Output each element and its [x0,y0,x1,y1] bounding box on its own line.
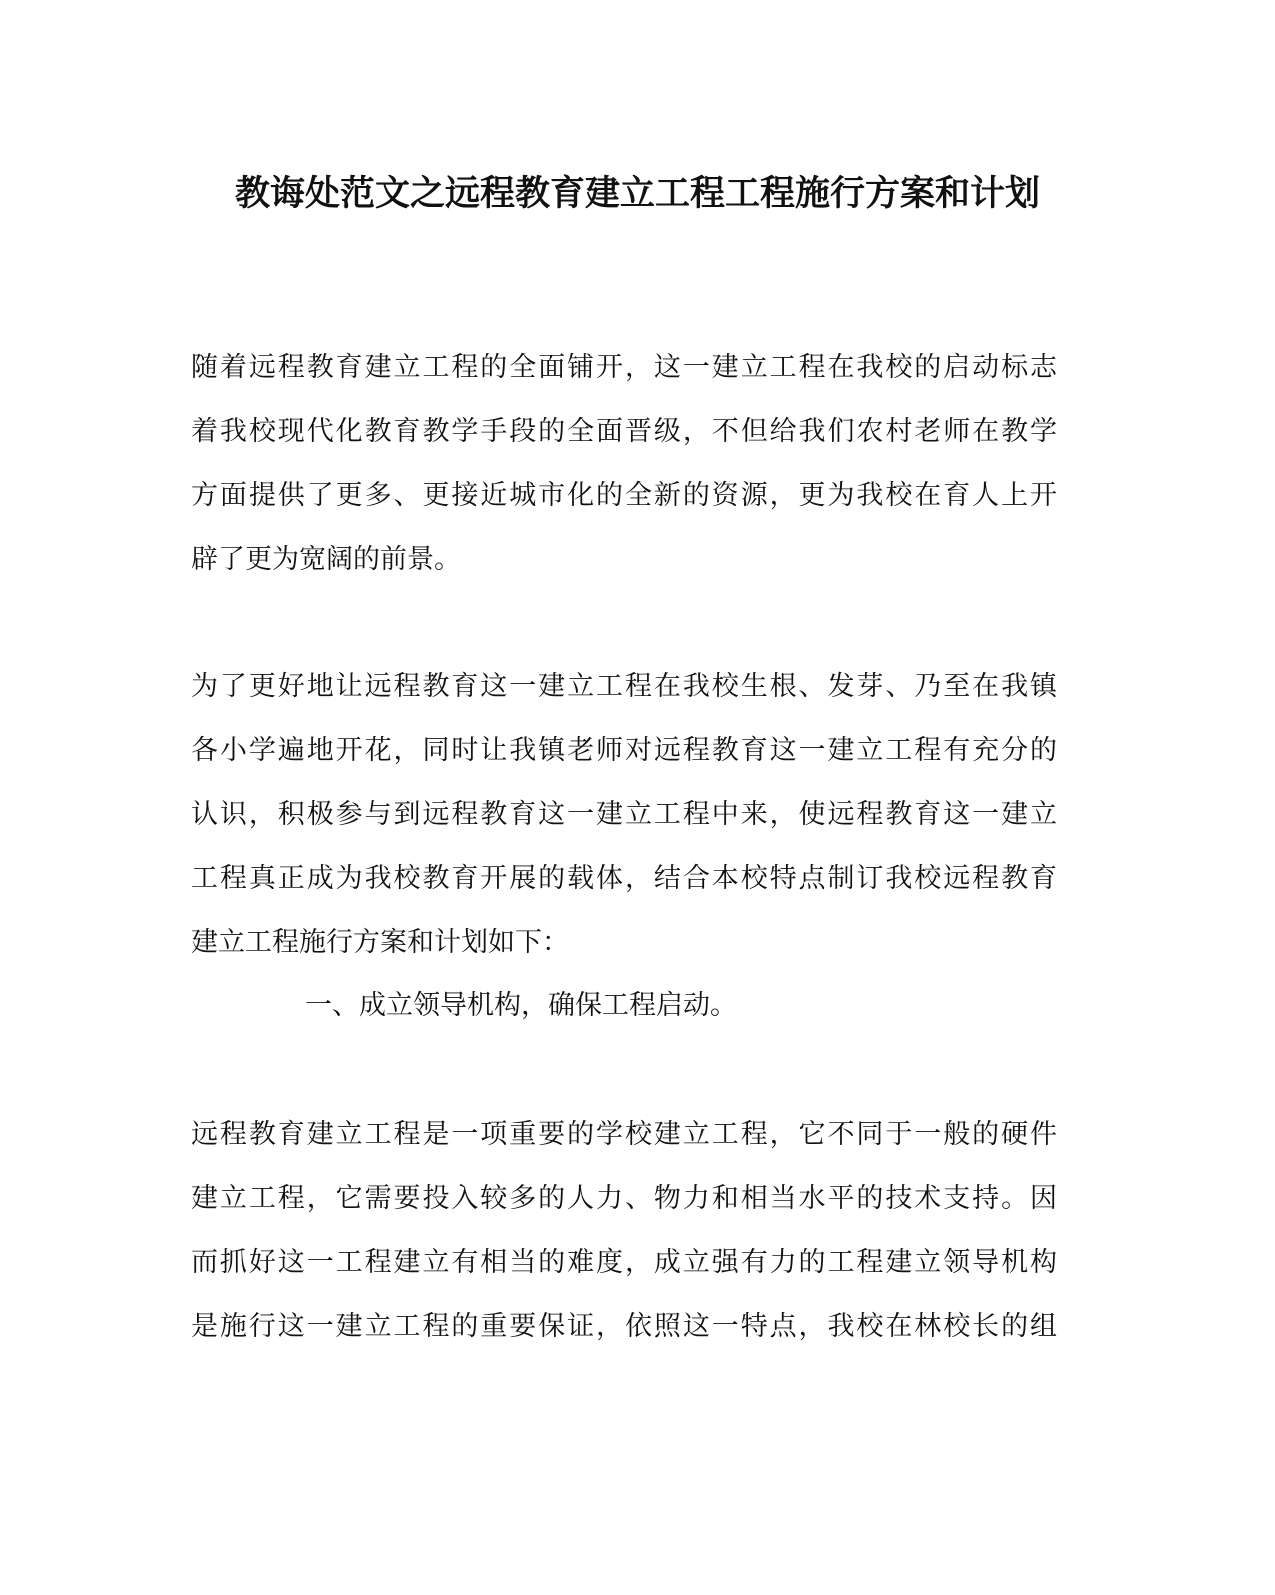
paragraph-section-1 [191,1103,1057,1359]
paragraph-line: 工程真正成为我校教育开展的载体，结合本校特点制订我校远程教育 [191,863,1057,894]
paragraph-intro [191,336,1057,592]
paragraph-line: 而抓好这一工程建立有相当的难度，成立强有力的工程建立领导机构 [191,1247,1057,1278]
paragraph-line: 远程教育建立工程是一项重要的学校建立工程，它不同于一般的硬件 [191,1119,1057,1150]
paragraph-line: 随着远程教育建立工程的全面铺开，这一建立工程在我校的启动标志 [191,352,1057,383]
document-title: 教诲处范文之远程教育建立工程工程施行方案和计划 [234,173,1040,214]
paragraph-line: 着我校现代化教育教学手段的全面晋级，不但给我们农村老师在教学 [191,416,1057,447]
paragraph-purpose [191,655,1057,975]
paragraph-line: 为了更好地让远程教育这一建立工程在我校生根、发芽、乃至在我镇 [191,671,1057,702]
paragraph-line: 建立工程施行方案和计划如下： [191,927,569,958]
paragraph-line: 建立工程，它需要投入较多的人力、物力和相当水平的技术支持。因 [191,1183,1057,1214]
paragraph-line: 各小学遍地开花，同时让我镇老师对远程教育这一建立工程有充分的 [191,735,1057,766]
paragraph-line: 是施行这一建立工程的重要保证，依照这一特点，我校在林校长的组 [191,1311,1057,1342]
section-heading-1: 一、成立领导机构，确保工程启动。 [305,990,737,1021]
paragraph-line: 认识，积极参与到远程教育这一建立工程中来，使远程教育这一建立 [191,799,1057,830]
paragraph-line: 方面提供了更多、更接近城市化的全新的资源，更为我校在育人上开 [191,480,1057,511]
paragraph-line: 辟了更为宽阔的前景。 [191,544,461,575]
